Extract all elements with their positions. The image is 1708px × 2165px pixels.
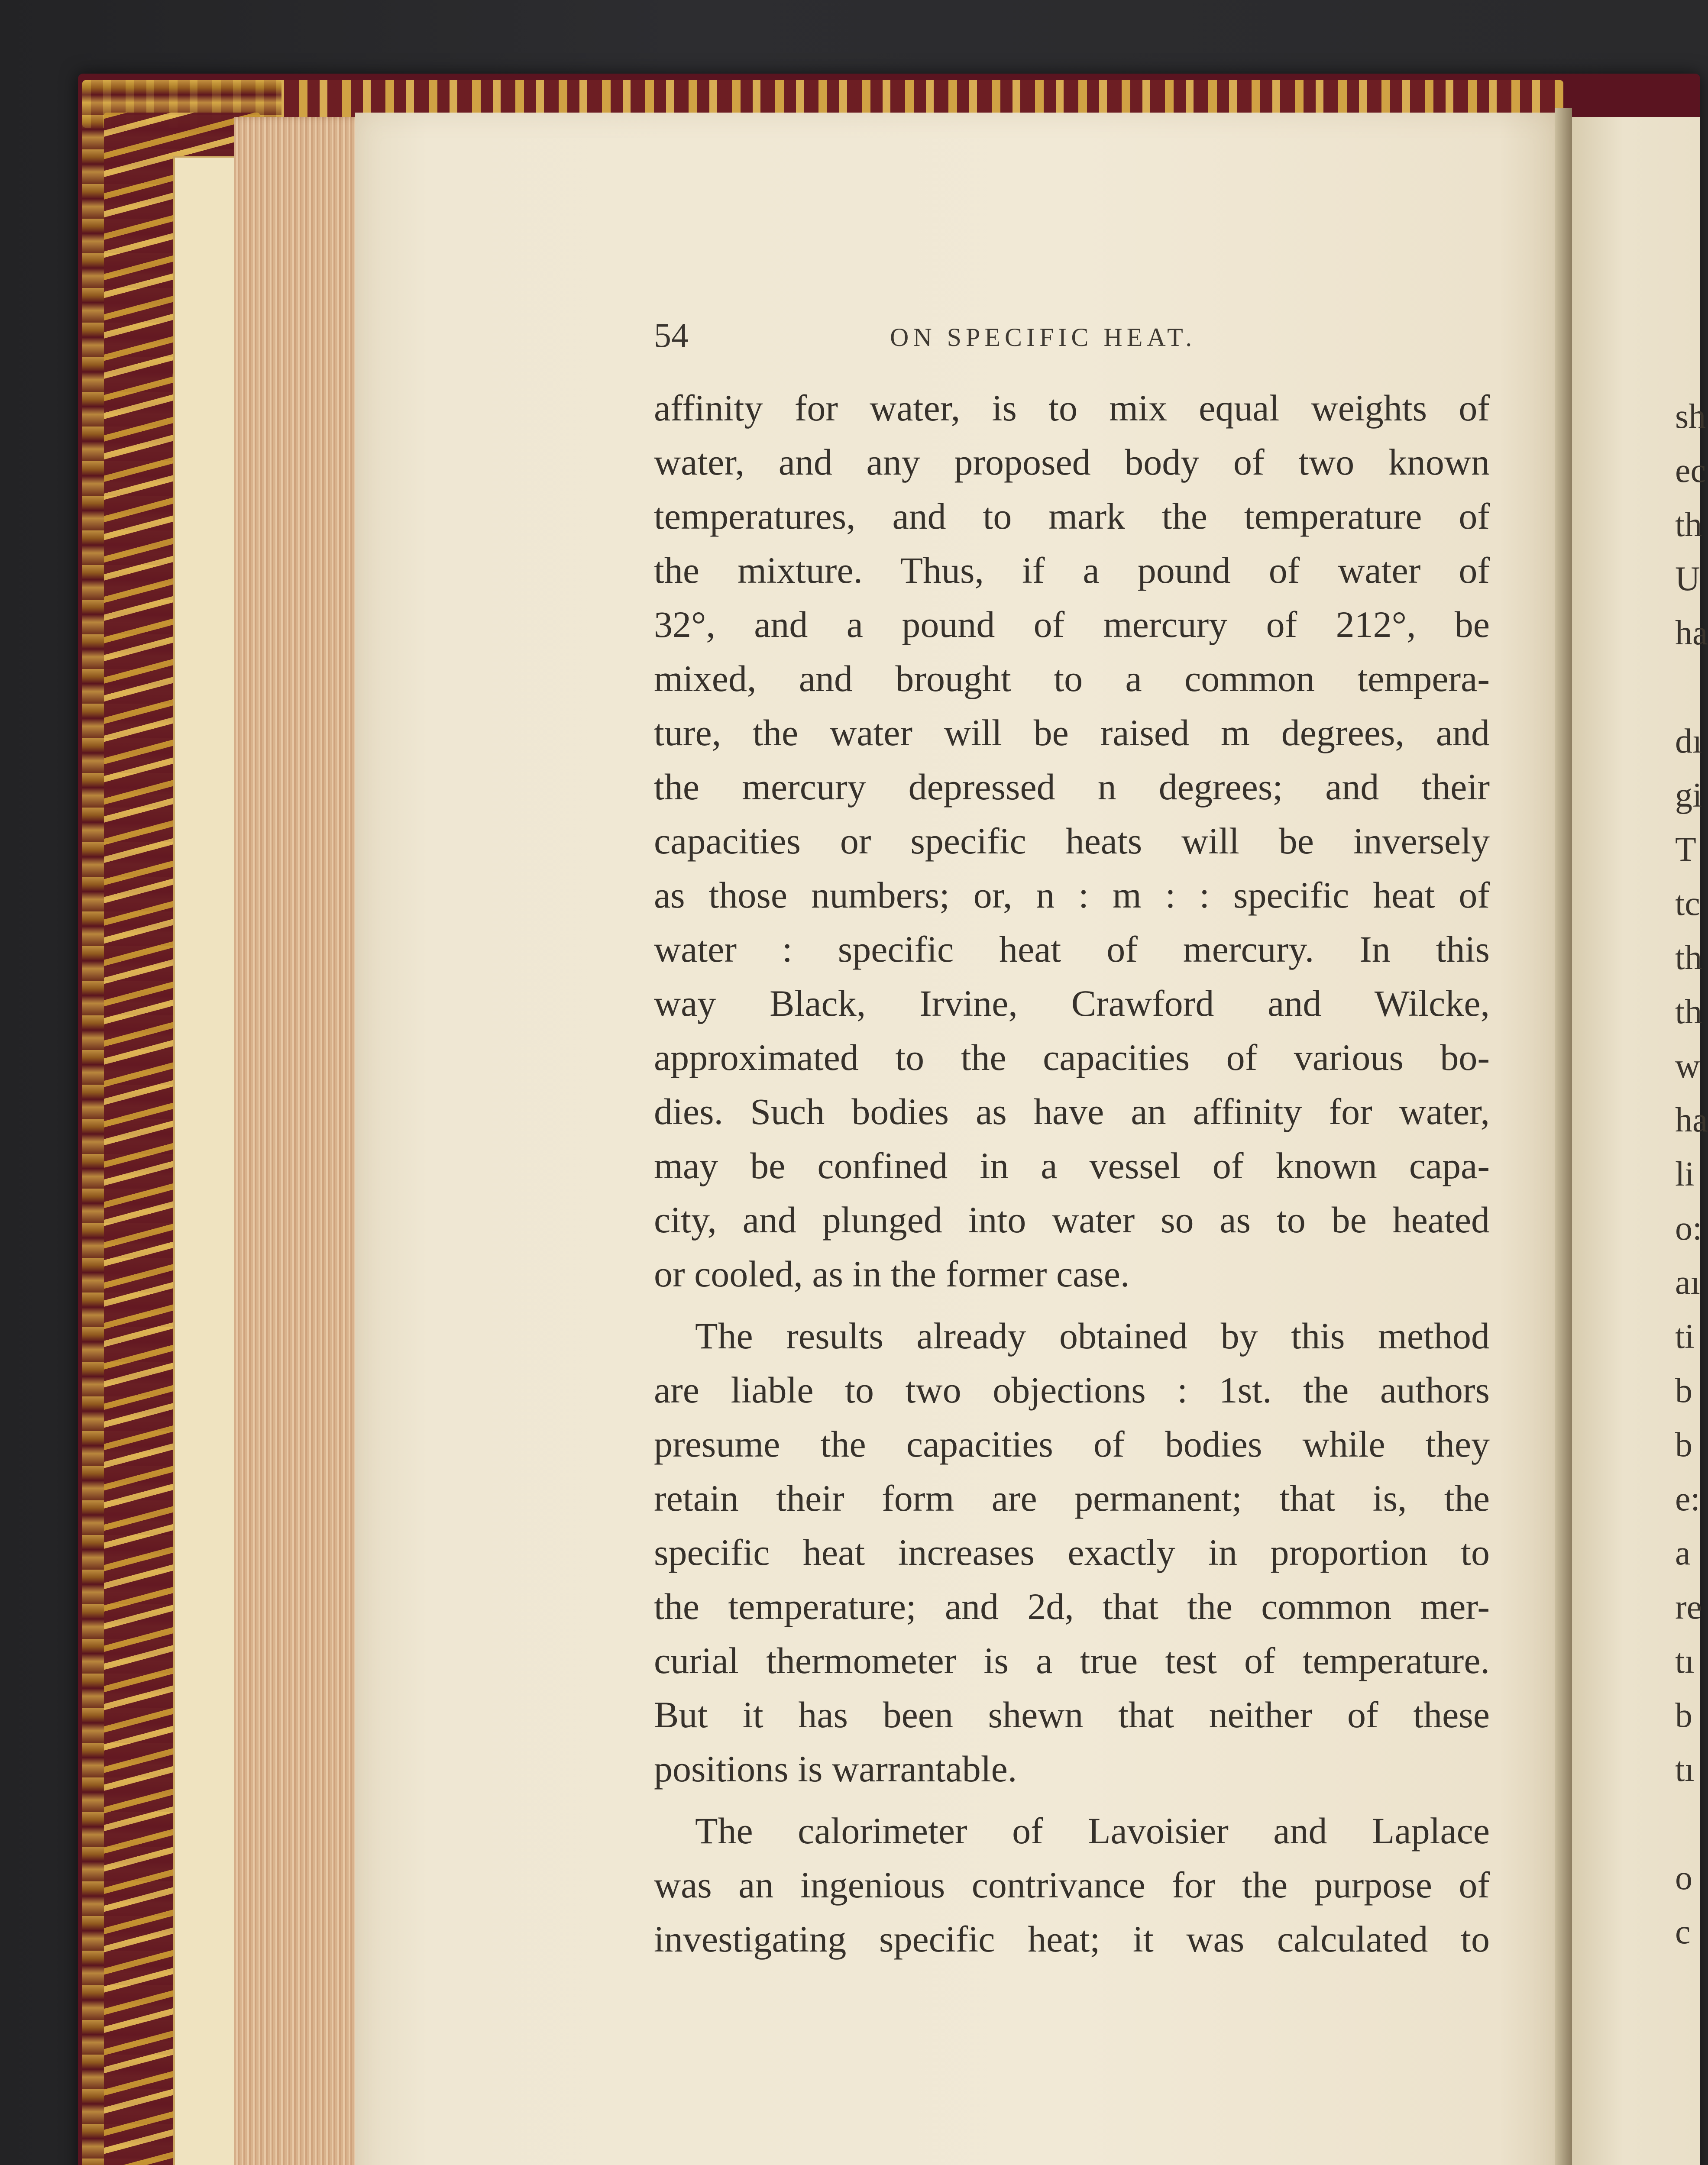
- peek-line: gi: [1675, 776, 1702, 814]
- page-stack-edge: [234, 117, 364, 2165]
- text-line: specific heat increases exactly in proportion to: [654, 1532, 1490, 1573]
- text-line: the mixture. Thus, if a pound of water of: [654, 549, 1490, 591]
- next-page-text-peek: [1675, 390, 1708, 1959]
- text-line: temperatures, and to mark the temperature of: [654, 495, 1490, 537]
- paragraph-gap: [654, 1301, 1490, 1309]
- text-line: city, and plunged into water so as to be heated: [654, 1199, 1490, 1241]
- running-title: ON SPECIFIC HEAT.: [890, 323, 1197, 352]
- text-line: positions is warrantable.: [654, 1748, 1017, 1790]
- peek-line: dı: [1675, 722, 1702, 760]
- peek-line: re: [1675, 1588, 1702, 1626]
- peek-line: e:: [1675, 1480, 1700, 1518]
- peek-line: th: [1675, 993, 1702, 1031]
- peek-line: tı: [1675, 1751, 1695, 1789]
- text-line: are liable to two objections : 1st. the authors: [654, 1369, 1490, 1411]
- peek-line: b: [1675, 1426, 1692, 1464]
- peek-line: w: [1675, 1047, 1700, 1085]
- peek-line: c: [1675, 1913, 1691, 1951]
- text-line: The calorimeter of Lavoisier and Laplace: [695, 1810, 1490, 1852]
- peek-line: th: [1675, 939, 1702, 977]
- text-line: or cooled, as in the former case.: [654, 1253, 1130, 1295]
- text-line: approximated to the capacities of various bo-: [654, 1037, 1490, 1078]
- peek-line: ec: [1675, 452, 1706, 490]
- text-line: as those numbers; or, n : m : : specific heat of: [654, 874, 1490, 916]
- peek-line: sh: [1675, 397, 1706, 436]
- peek-line: o:: [1675, 1209, 1702, 1247]
- peek-line: tı: [1675, 1642, 1695, 1680]
- peek-line: o: [1675, 1859, 1692, 1897]
- text-line: But it has been shewn that neither of these: [654, 1694, 1490, 1735]
- peek-line: th: [1675, 506, 1702, 544]
- peek-line: a: [1675, 1534, 1691, 1572]
- peek-line: U: [1675, 560, 1700, 598]
- text-line: the temperature; and 2d, that the common mer-: [654, 1586, 1490, 1627]
- paragraph: [654, 1804, 1490, 1966]
- peek-line: ti: [1675, 1318, 1695, 1356]
- text-line: presume the capacities of bodies while they: [654, 1423, 1490, 1465]
- text-line: water : specific heat of mercury. In this: [654, 928, 1490, 970]
- peek-line: aı: [1675, 1263, 1700, 1302]
- text-line: mixed, and brought to a common tempera-: [654, 658, 1490, 699]
- paragraph: [654, 381, 1490, 1301]
- paragraph-gap: [654, 1796, 1490, 1804]
- text-line: affinity for water, is to mix equal weights of: [654, 387, 1490, 429]
- text-line: dies. Such bodies as have an affinity for water,: [654, 1091, 1490, 1132]
- text-line: The results already obtained by this method: [695, 1315, 1490, 1357]
- text-line: was an ingenious contrivance for the purpose of: [654, 1864, 1490, 1906]
- text-line: capacities or specific heats will be inversely: [654, 820, 1490, 862]
- paragraph: [654, 1309, 1490, 1796]
- peek-line: [1675, 1797, 1700, 1851]
- page-number: 54: [654, 317, 689, 355]
- peek-line: b: [1675, 1372, 1692, 1410]
- page-gutter: [1555, 108, 1572, 2165]
- text-line: 32°, and a pound of mercury of 212°, be: [654, 604, 1490, 645]
- text-line: curial thermometer is a true test of temperature.: [654, 1640, 1490, 1681]
- text-line: may be confined in a vessel of known capa-: [654, 1145, 1490, 1186]
- peek-line: T: [1675, 830, 1696, 869]
- peek-line: ha: [1675, 1101, 1708, 1139]
- peek-line: b: [1675, 1696, 1692, 1735]
- peek-line: ha: [1675, 614, 1708, 652]
- peek-line: [1675, 660, 1700, 714]
- text-line: retain their form are permanent; that is, the: [654, 1477, 1490, 1519]
- text-line: investigating specific heat; it was calculated to: [654, 1918, 1490, 1960]
- text-line: water, and any proposed body of two known: [654, 441, 1490, 483]
- peek-line: li: [1675, 1155, 1695, 1193]
- peek-line: tc: [1675, 885, 1700, 923]
- text-line: ture, the water will be raised m degrees, and: [654, 712, 1490, 753]
- text-line: the mercury depressed n degrees; and their: [654, 766, 1490, 808]
- text-line: way Black, Irvine, Crawford and Wilcke,: [654, 982, 1490, 1024]
- body-text: [654, 381, 1490, 1966]
